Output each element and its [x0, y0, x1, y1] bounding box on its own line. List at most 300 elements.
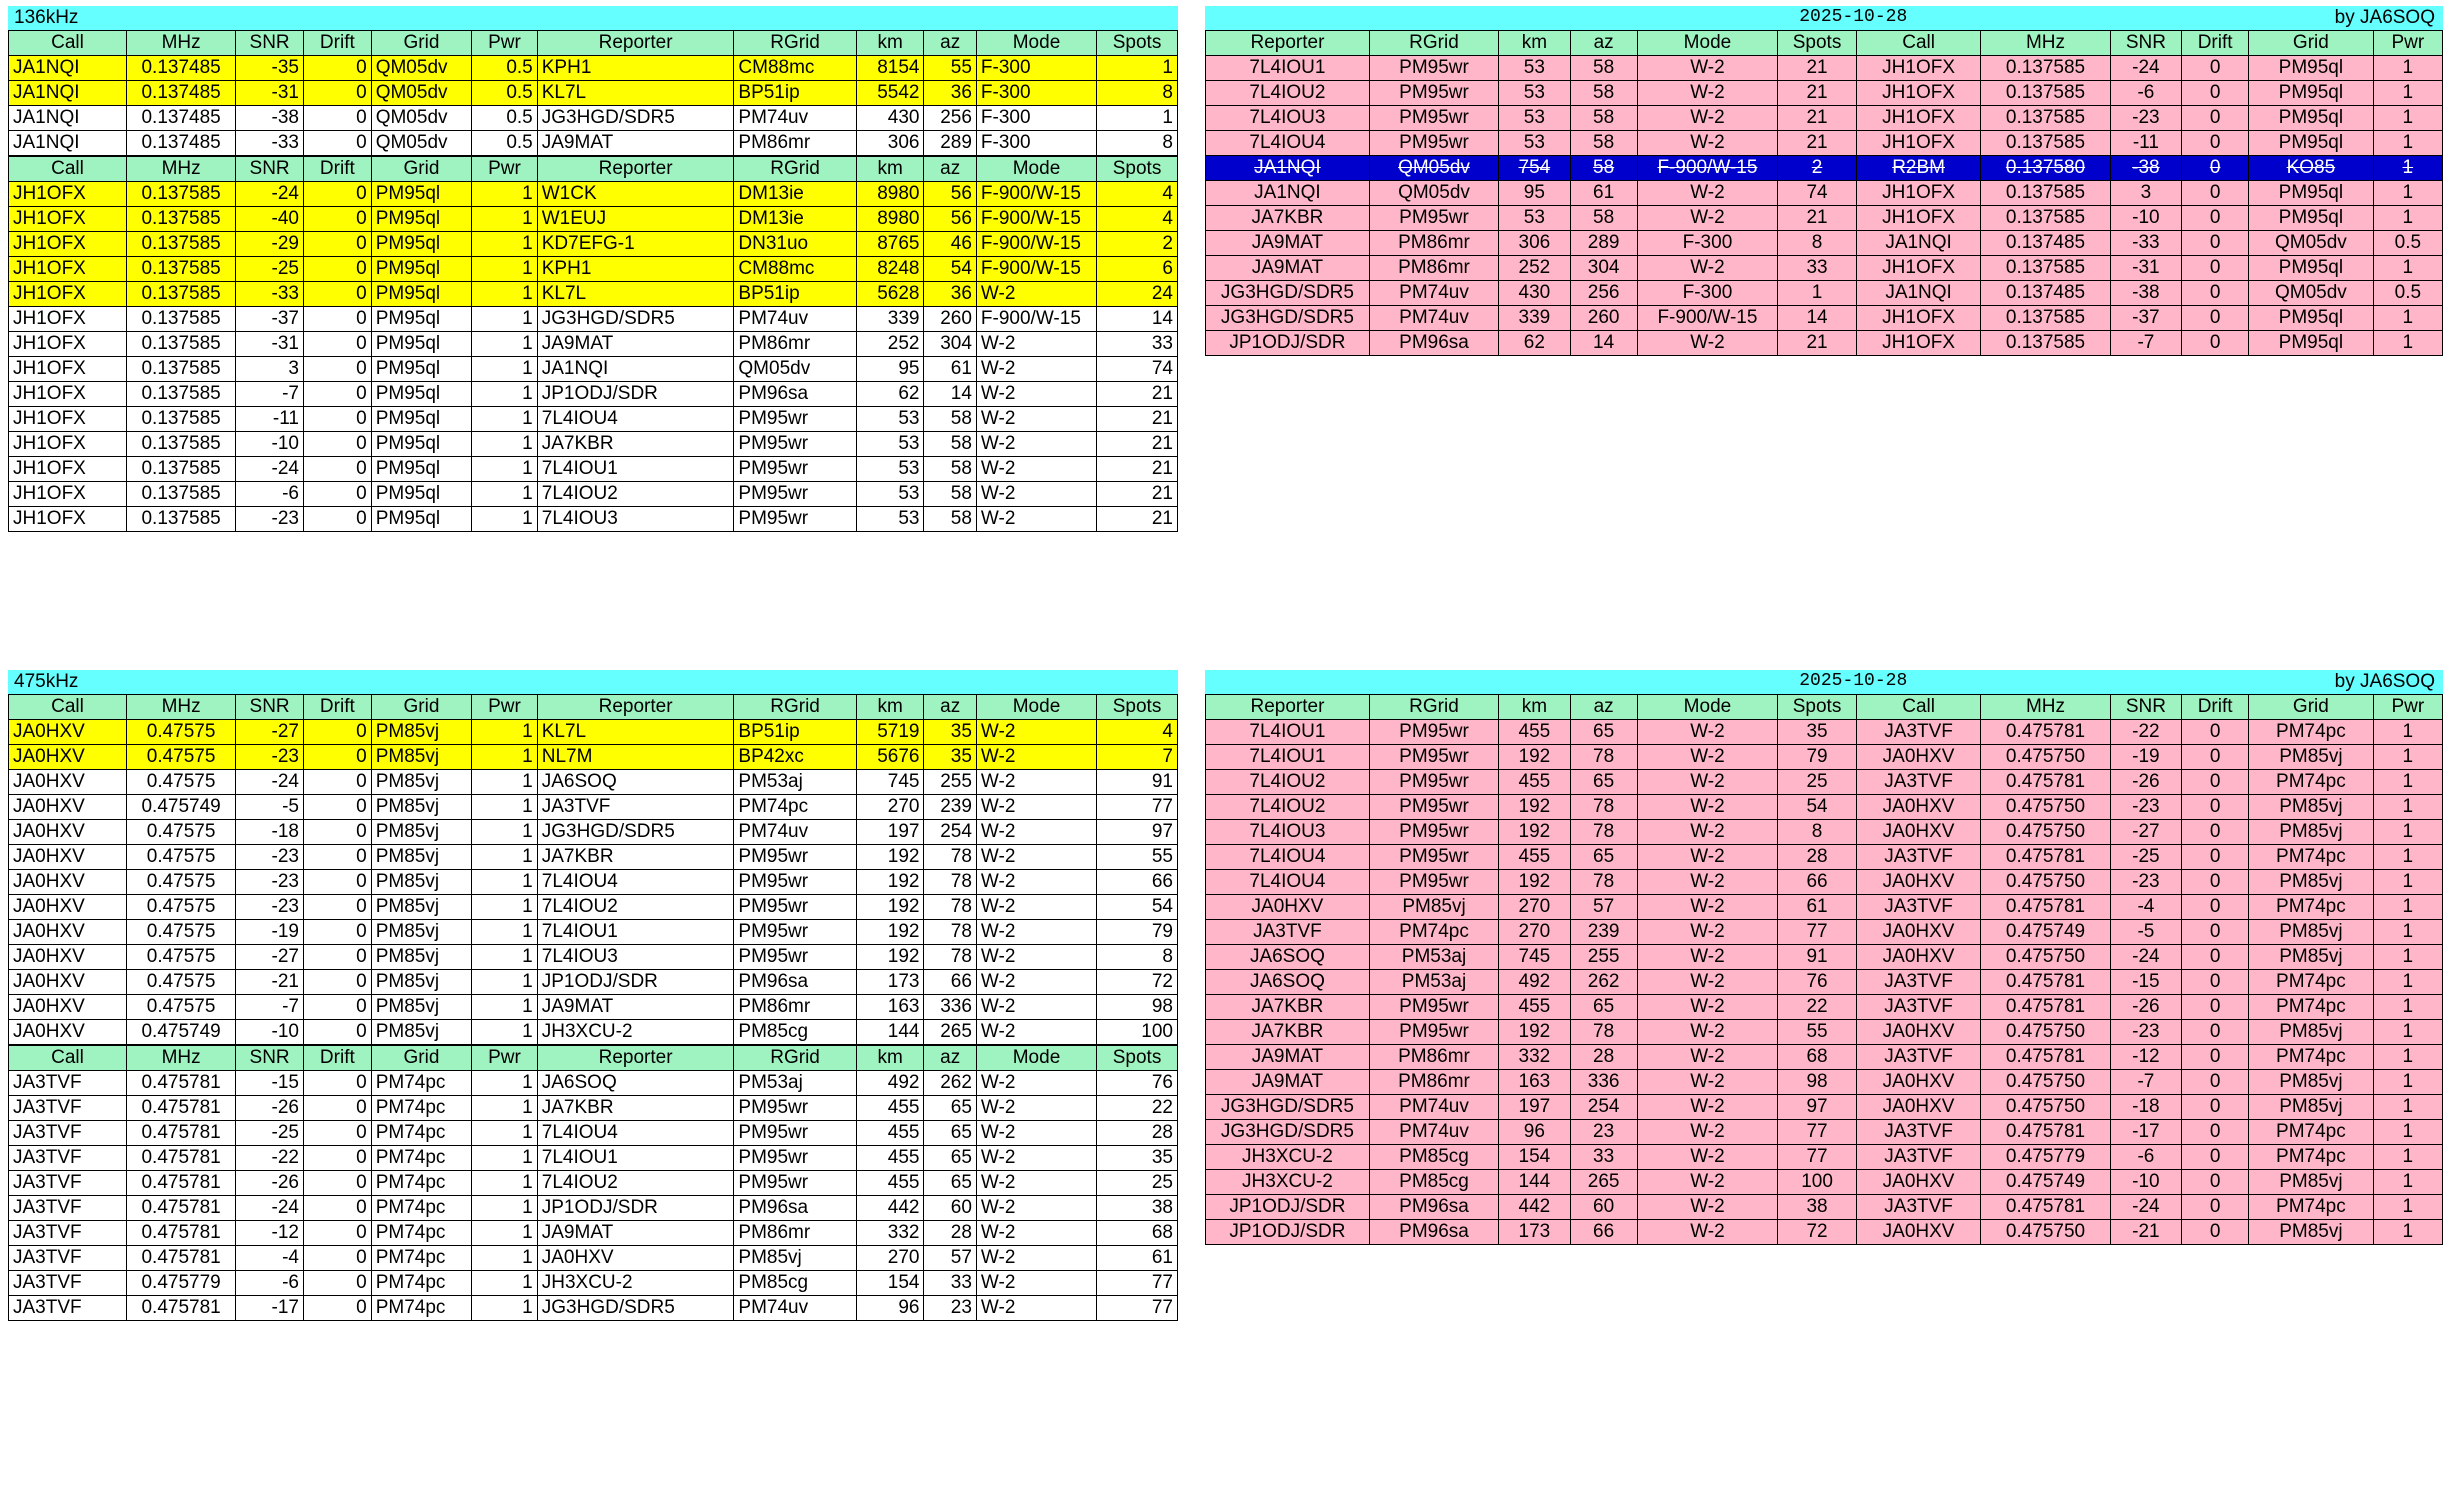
table-cell: 14	[924, 382, 976, 407]
table-cell: JA3TVF	[1856, 895, 1981, 920]
table-cell: -22	[236, 1146, 304, 1171]
table-cell: JA0HXV	[9, 745, 127, 770]
table-row[interactable]	[1206, 106, 2443, 131]
table-cell: PM74uv	[734, 820, 856, 845]
table-cell: QM05dv	[371, 56, 472, 81]
table-cell: W-2	[976, 282, 1096, 307]
table-row[interactable]	[9, 895, 1178, 920]
table-cell: 0.475750	[1981, 1070, 2110, 1095]
table-row[interactable]	[1206, 920, 2443, 945]
col-header: Mode	[976, 1046, 1096, 1071]
table-row[interactable]	[1206, 1045, 2443, 1070]
table-row[interactable]	[9, 257, 1178, 282]
table-cell: 0.137485	[126, 106, 235, 131]
table-cell: 1	[472, 232, 538, 257]
table-cell: 0	[303, 895, 371, 920]
table-cell: 0	[2182, 256, 2249, 281]
table-cell: 1	[472, 307, 538, 332]
table-row[interactable]	[1206, 306, 2443, 331]
table-row[interactable]	[9, 1271, 1178, 1296]
table-cell: 4	[1097, 182, 1178, 207]
table-cell: 0.137585	[1981, 256, 2110, 281]
table-cell: 53	[1499, 81, 1571, 106]
table-cell: JG3HGD/SDR5	[537, 1296, 734, 1321]
table-cell: 192	[1499, 1020, 1571, 1045]
table-cell: 21	[1778, 56, 1856, 81]
table-cell: 77	[1778, 920, 1856, 945]
table-cell: 0	[2182, 1120, 2249, 1145]
table-cell: JA3TVF	[9, 1271, 127, 1296]
table-cell: JH1OFX	[9, 357, 127, 382]
table-cell: 0.137585	[126, 432, 235, 457]
table-cell: W-2	[1637, 206, 1778, 231]
table-cell: 1	[2373, 945, 2442, 970]
col-header: Grid	[2249, 31, 2374, 56]
table-cell: JH1OFX	[1856, 206, 1981, 231]
table-row[interactable]	[9, 1246, 1178, 1271]
table-cell: -35	[236, 56, 304, 81]
table-cell: 0.47575	[126, 970, 235, 995]
table-row[interactable]	[1206, 770, 2443, 795]
table-cell: KL7L	[537, 282, 734, 307]
table-cell: W-2	[1637, 895, 1778, 920]
table-row[interactable]	[9, 795, 1178, 820]
table-row[interactable]	[9, 970, 1178, 995]
table-cell: JG3HGD/SDR5	[537, 307, 734, 332]
table-row[interactable]	[9, 357, 1178, 382]
table-cell: -24	[236, 457, 304, 482]
table-cell: 455	[1499, 770, 1571, 795]
col-header: km	[1499, 31, 1571, 56]
table-cell: PM95wr	[1369, 770, 1498, 795]
table-row[interactable]	[1206, 281, 2443, 306]
table-cell: 0.137585	[1981, 131, 2110, 156]
table-cell: 100	[1097, 1020, 1178, 1045]
table-cell: 1	[472, 1071, 538, 1096]
table-cell: 0	[2182, 131, 2249, 156]
table-row[interactable]	[1206, 720, 2443, 745]
table-cell: 33	[1778, 256, 1856, 281]
table-row[interactable]	[9, 1096, 1178, 1121]
table-cell: PM85vj	[2249, 920, 2374, 945]
table-cell: 754	[1499, 156, 1571, 181]
table-cell: 7L4IOU2	[1206, 81, 1370, 106]
table-cell: 54	[1097, 895, 1178, 920]
table-cell: 1	[2373, 156, 2442, 181]
table-cell: KD7EFG-1	[537, 232, 734, 257]
table-cell: 0.137585	[1981, 56, 2110, 81]
table-cell: JA9MAT	[1206, 1070, 1370, 1095]
col-header: Pwr	[2373, 31, 2442, 56]
table-row[interactable]	[1206, 745, 2443, 770]
table-cell: PM95wr	[1369, 1020, 1498, 1045]
table-cell: JA1NQI	[1206, 156, 1370, 181]
table-row[interactable]	[9, 182, 1178, 207]
table-cell: PM85vj	[371, 820, 472, 845]
table-cell: 0.475750	[1981, 820, 2110, 845]
table-cell: KPH1	[537, 257, 734, 282]
table-cell: 0.137485	[126, 81, 235, 106]
table-cell: 0	[303, 1221, 371, 1246]
table-cell: F-300	[1637, 281, 1778, 306]
table-cell: 77	[1097, 1296, 1178, 1321]
table-cell: 1	[472, 770, 538, 795]
table-header-row	[1206, 695, 2443, 720]
table-cell: 0	[2182, 1095, 2249, 1120]
col-header: Drift	[303, 695, 371, 720]
table-cell: 1	[1097, 106, 1178, 131]
table-cell: 0.47575	[126, 870, 235, 895]
table-row[interactable]	[1206, 131, 2443, 156]
table-cell: 35	[1097, 1146, 1178, 1171]
table-row[interactable]	[9, 720, 1178, 745]
col-header: az	[924, 695, 976, 720]
table-cell: F-900/W-15	[976, 182, 1096, 207]
table-cell: 332	[856, 1221, 924, 1246]
table-row[interactable]	[9, 1071, 1178, 1096]
table-row[interactable]	[1206, 970, 2443, 995]
col-header: RGrid	[734, 31, 856, 56]
table-cell: KO85	[2249, 156, 2374, 181]
table-cell: 4	[1097, 207, 1178, 232]
table-cell: PM95ql	[2249, 306, 2374, 331]
table-cell: JA1NQI	[537, 357, 734, 382]
table-row[interactable]	[9, 207, 1178, 232]
table-row[interactable]	[9, 745, 1178, 770]
col-header: SNR	[236, 31, 304, 56]
table-cell: 1	[472, 1171, 538, 1196]
col-header: Reporter	[1206, 31, 1370, 56]
table-cell: 0	[303, 81, 371, 106]
table-cell: W-2	[976, 1020, 1096, 1045]
table-cell: 62	[1499, 331, 1571, 356]
table-cell: 7L4IOU3	[1206, 820, 1370, 845]
table-cell: 1	[2373, 870, 2442, 895]
table-cell: W-2	[1637, 56, 1778, 81]
table-cell: -40	[236, 207, 304, 232]
table-cell: 0	[2182, 231, 2249, 256]
table-row[interactable]	[9, 945, 1178, 970]
table-cell: PM85vj	[371, 720, 472, 745]
table-cell: 1	[472, 1196, 538, 1221]
table-cell: 96	[856, 1296, 924, 1321]
table-row[interactable]	[1206, 795, 2443, 820]
table-cell: 0.475781	[1981, 895, 2110, 920]
table-cell: PM74pc	[371, 1121, 472, 1146]
table-cell: 78	[1570, 1020, 1637, 1045]
col-header: Call	[9, 1046, 127, 1071]
table-cell: 0.137585	[126, 332, 235, 357]
table-cell: 0	[2182, 795, 2249, 820]
table-cell: 265	[924, 1020, 976, 1045]
table-row[interactable]	[9, 1296, 1178, 1321]
table-row[interactable]	[1206, 206, 2443, 231]
table-136-rx	[1205, 30, 2443, 356]
table-row[interactable]	[1206, 1020, 2443, 1045]
table-cell: 0	[2182, 1145, 2249, 1170]
table-cell: PM74pc	[2249, 1145, 2374, 1170]
table-row[interactable]	[9, 820, 1178, 845]
table-cell: 7L4IOU2	[1206, 795, 1370, 820]
table-row[interactable]	[9, 232, 1178, 257]
table-row[interactable]	[9, 482, 1178, 507]
table-cell: 0.137585	[126, 282, 235, 307]
table-row[interactable]	[9, 1020, 1178, 1045]
table-cell: JA0HXV	[537, 1246, 734, 1271]
table-cell: 1	[472, 457, 538, 482]
table-row[interactable]	[1206, 231, 2443, 256]
table-cell: PM85vj	[2249, 745, 2374, 770]
table-row[interactable]	[9, 1196, 1178, 1221]
table-cell: 1	[2373, 331, 2442, 356]
table-row[interactable]	[1206, 895, 2443, 920]
table-row[interactable]	[9, 332, 1178, 357]
table-cell: PM74pc	[2249, 970, 2374, 995]
table-cell: 0.5	[2373, 231, 2442, 256]
table-cell: F-300	[1637, 231, 1778, 256]
table-row[interactable]	[9, 1121, 1178, 1146]
table-cell: JH1OFX	[9, 257, 127, 282]
table-cell: 0	[303, 432, 371, 457]
table-cell: 1	[2373, 206, 2442, 231]
table-row[interactable]	[1206, 1095, 2443, 1120]
panel-475-tx	[8, 670, 1178, 1321]
table-cell: PM85vj	[371, 995, 472, 1020]
table-cell: 21	[1097, 382, 1178, 407]
table-cell: -6	[2110, 1145, 2182, 1170]
table-cell: -25	[236, 1121, 304, 1146]
table-cell: 65	[924, 1171, 976, 1196]
table-row[interactable]	[1206, 945, 2443, 970]
table-row[interactable]	[9, 1146, 1178, 1171]
table-cell: 1	[472, 282, 538, 307]
table-row[interactable]	[9, 1171, 1178, 1196]
table-cell: W-2	[976, 1296, 1096, 1321]
table-cell: PM95ql	[371, 257, 472, 282]
table-cell: 1	[472, 820, 538, 845]
table-row[interactable]	[1206, 331, 2443, 356]
table-cell: 8	[1778, 820, 1856, 845]
table-cell: PM85cg	[734, 1020, 856, 1045]
table-cell: 79	[1778, 745, 1856, 770]
table-cell: W-2	[1637, 745, 1778, 770]
table-cell: 58	[924, 482, 976, 507]
table-row[interactable]	[1206, 820, 2443, 845]
table-cell: PM95wr	[734, 507, 856, 532]
table-cell: 33	[1570, 1145, 1637, 1170]
table-cell: 0	[303, 457, 371, 482]
table-cell: W-2	[1637, 770, 1778, 795]
table-cell: 2	[1778, 156, 1856, 181]
table-cell: 98	[1097, 995, 1178, 1020]
table-cell: 74	[1097, 357, 1178, 382]
banner-136khz	[8, 6, 1178, 30]
table-row[interactable]	[9, 407, 1178, 432]
table-cell: 0	[2182, 1020, 2249, 1045]
table-row[interactable]	[1206, 181, 2443, 206]
table-cell: 6	[1097, 257, 1178, 282]
col-header: Call	[9, 31, 127, 56]
table-cell: 36	[924, 282, 976, 307]
table-cell: 1	[472, 895, 538, 920]
table-cell: 58	[1570, 156, 1637, 181]
table-cell: 3	[236, 357, 304, 382]
table-cell: JA3TVF	[1856, 970, 1981, 995]
table-cell: PM96sa	[734, 382, 856, 407]
table-cell: JH3XCU-2	[1206, 1170, 1370, 1195]
table-cell: 0.47575	[126, 945, 235, 970]
table-cell: -26	[236, 1096, 304, 1121]
table-cell: 38	[1778, 1195, 1856, 1220]
panel-475-rx	[1205, 670, 2443, 1245]
table-cell: PM74uv	[734, 106, 856, 131]
table-cell: 0	[303, 482, 371, 507]
table-cell: JH1OFX	[1856, 106, 1981, 131]
table-cell: 0.475781	[1981, 720, 2110, 745]
table-cell: PM86mr	[734, 1221, 856, 1246]
table-row[interactable]	[1206, 81, 2443, 106]
table-cell: 1	[2373, 1170, 2442, 1195]
table-row[interactable]	[1206, 1145, 2443, 1170]
col-header: Drift	[303, 157, 371, 182]
table-row[interactable]	[9, 56, 1178, 81]
table-cell: JA3TVF	[9, 1146, 127, 1171]
table-cell: 0.137485	[126, 56, 235, 81]
table-cell: 0.47575	[126, 745, 235, 770]
table-cell: 455	[1499, 845, 1571, 870]
table-cell: 252	[856, 332, 924, 357]
table-cell: JH1OFX	[1856, 81, 1981, 106]
table-cell: JA9MAT	[1206, 231, 1370, 256]
table-row[interactable]	[1206, 845, 2443, 870]
col-header: SNR	[236, 1046, 304, 1071]
table-row[interactable]	[1206, 870, 2443, 895]
table-cell: 0.137585	[1981, 81, 2110, 106]
table-cell: JH1OFX	[1856, 256, 1981, 281]
table-cell: PM74pc	[371, 1246, 472, 1271]
table-cell: PM74pc	[1369, 920, 1498, 945]
col-header: Mode	[1637, 31, 1778, 56]
table-cell: 1	[2373, 1195, 2442, 1220]
table-cell: W-2	[1637, 920, 1778, 945]
table-cell: 21	[1778, 131, 1856, 156]
table-cell: JA9MAT	[537, 332, 734, 357]
table-cell: 0.137585	[1981, 181, 2110, 206]
table-cell: 255	[924, 770, 976, 795]
table-cell: 65	[924, 1096, 976, 1121]
table-cell: 1	[2373, 745, 2442, 770]
table-cell: 78	[1570, 795, 1637, 820]
table-cell: JA0HXV	[9, 820, 127, 845]
table-cell: W-2	[976, 1096, 1096, 1121]
table-cell: 5628	[856, 282, 924, 307]
table-row[interactable]	[1206, 1070, 2443, 1095]
table-row[interactable]	[9, 1221, 1178, 1246]
table-cell: JA0HXV	[1856, 795, 1981, 820]
table-row[interactable]	[9, 81, 1178, 106]
table-cell: 1	[2373, 56, 2442, 81]
table-cell: PM74pc	[371, 1096, 472, 1121]
table-cell: -33	[236, 131, 304, 156]
col-header: RGrid	[1369, 695, 1498, 720]
table-cell: F-900/W-15	[1637, 306, 1778, 331]
table-row[interactable]	[1206, 1220, 2443, 1245]
table-row[interactable]	[9, 432, 1178, 457]
table-row[interactable]	[9, 131, 1178, 156]
table-row[interactable]	[1206, 1170, 2443, 1195]
table-cell: -24	[236, 1196, 304, 1221]
table-cell: 53	[856, 482, 924, 507]
table-cell: W-2	[976, 895, 1096, 920]
table-cell: W-2	[1637, 81, 1778, 106]
table-cell: JA0HXV	[1856, 945, 1981, 970]
table-cell: JA0HXV	[9, 845, 127, 870]
table-cell: PM95wr	[734, 1146, 856, 1171]
table-row[interactable]	[9, 845, 1178, 870]
table-cell: 78	[1570, 870, 1637, 895]
table-row[interactable]	[1206, 1195, 2443, 1220]
table-cell: 36	[924, 81, 976, 106]
table-row[interactable]	[9, 457, 1178, 482]
table-row[interactable]	[1206, 995, 2443, 1020]
table-row[interactable]	[1206, 1120, 2443, 1145]
table-cell: 95	[856, 357, 924, 382]
table-row[interactable]	[9, 507, 1178, 532]
table-row[interactable]	[9, 920, 1178, 945]
table-cell: 5676	[856, 745, 924, 770]
table-row[interactable]	[9, 106, 1178, 131]
col-header: Mode	[976, 695, 1096, 720]
table-row[interactable]	[1206, 56, 2443, 81]
table-cell: 21	[1097, 457, 1178, 482]
table-row[interactable]	[9, 770, 1178, 795]
table-row[interactable]	[9, 870, 1178, 895]
table-cell: 0	[303, 945, 371, 970]
table-cell: KL7L	[537, 81, 734, 106]
table-cell: 1	[472, 407, 538, 432]
table-cell: JH1OFX	[9, 507, 127, 532]
table-cell: 0.475781	[1981, 995, 2110, 1020]
col-header: Mode	[976, 157, 1096, 182]
table-row[interactable]	[9, 995, 1178, 1020]
col-header: Pwr	[472, 695, 538, 720]
table-row[interactable]	[9, 307, 1178, 332]
table-cell: 58	[1570, 81, 1637, 106]
table-row[interactable]	[9, 382, 1178, 407]
table-row[interactable]	[1206, 156, 2443, 181]
table-cell: W-2	[976, 1246, 1096, 1271]
table-cell: PM95ql	[2249, 56, 2374, 81]
table-cell: PM74pc	[371, 1271, 472, 1296]
table-cell: PM86mr	[1369, 1045, 1498, 1070]
table-cell: 0	[303, 820, 371, 845]
table-cell: 1	[2373, 820, 2442, 845]
table-cell: 1	[472, 507, 538, 532]
table-136-tx-b	[8, 156, 1178, 532]
table-cell: 1	[472, 482, 538, 507]
table-row[interactable]	[1206, 256, 2443, 281]
table-cell: 270	[1499, 895, 1571, 920]
table-cell: W-2	[1637, 1195, 1778, 1220]
table-cell: 0	[2182, 895, 2249, 920]
table-cell: 0.5	[2373, 281, 2442, 306]
table-cell: 192	[1499, 795, 1571, 820]
table-row[interactable]	[9, 282, 1178, 307]
table-cell: 256	[924, 106, 976, 131]
table-cell: -22	[2110, 720, 2182, 745]
table-cell: PM96sa	[734, 1196, 856, 1221]
table-cell: 7L4IOU1	[537, 920, 734, 945]
